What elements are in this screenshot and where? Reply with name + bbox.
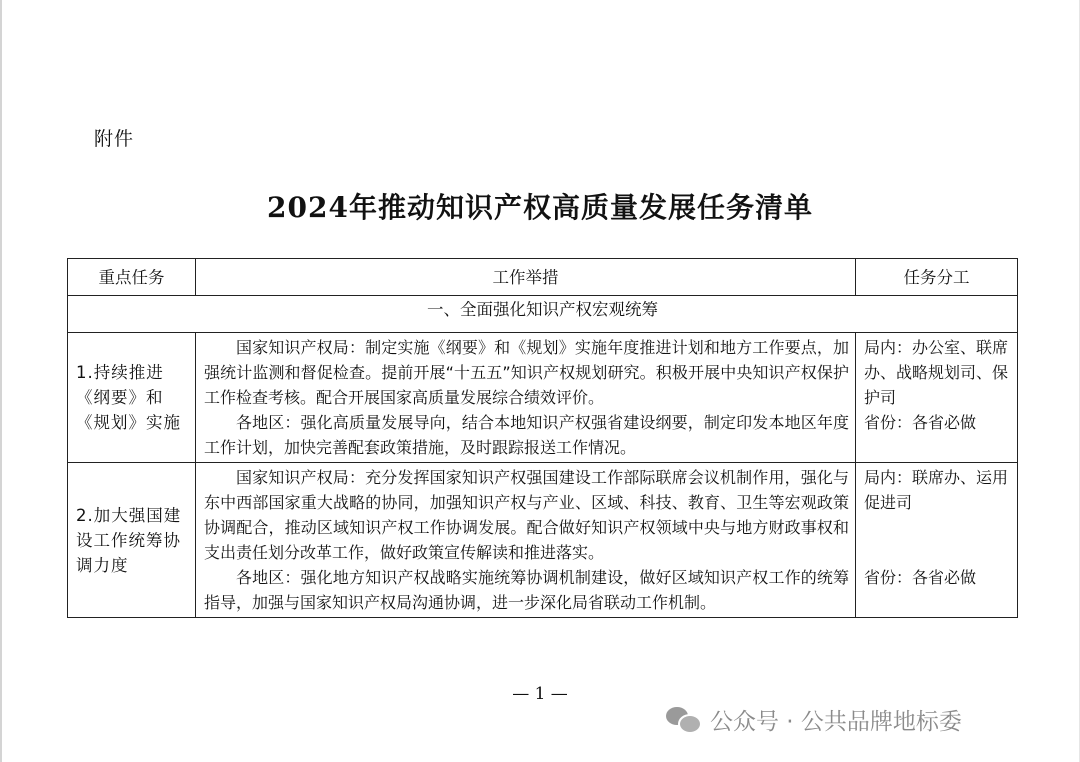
column-header-task: 重点任务 <box>68 259 196 296</box>
division-internal: 局内：联席办、运用促进司 <box>864 468 1009 512</box>
watermark <box>666 702 962 736</box>
division-provinces: 省份：各省必做 <box>864 413 977 432</box>
spacer <box>864 515 1013 565</box>
page-edge <box>0 0 2 762</box>
attachment-label: 附件 <box>94 128 135 150</box>
task-name: 2.加大强国建设工作统筹协调力度 <box>68 463 196 618</box>
measure-paragraph: 国家知识产权局：制定实施《纲要》和《规划》实施年度推进计划和地方工作要点，加强统计监测和督促检查。提前开展“十五五”知识产权规划研究。积极开展中央知识产权保护工作检查考核。配合开展国家高质量发展综合绩效评价。 <box>204 338 849 407</box>
task-name: 1.持续推进《纲要》和《规划》实施 <box>68 333 196 463</box>
section-heading: 一、全面强化知识产权宏观统筹 <box>68 296 1018 333</box>
measure-paragraph: 国家知识产权局：充分发挥国家知识产权强国建设工作部际联席会议机制作用，强化与东中西部国家重大战略的协同，加强知识产权与产业、区域、科技、教育、卫生等宏观政策协调配合，推动区域知识产权工作协调发展。配合做好知识产权领域中央与地方财政事权和支出责任划分改革工作，做好政策宣传解读和推进落实。 <box>204 468 849 562</box>
column-header-measures: 工作举措 <box>196 259 856 296</box>
table-row <box>68 463 1018 618</box>
watermark-text: 公众号 · 公共品牌地标委 <box>710 708 962 735</box>
page-number: — 1 — <box>512 684 568 704</box>
division-internal: 局内：办公室、联席办、战略规划司、保护司 <box>864 338 1009 407</box>
table-header-row <box>68 259 1018 296</box>
measures-cell <box>196 333 856 463</box>
wechat-icon <box>666 705 700 733</box>
division-cell <box>856 463 1018 618</box>
table-row <box>68 333 1018 463</box>
division-cell <box>856 333 1018 463</box>
division-provinces: 省份：各省必做 <box>864 568 977 587</box>
measures-cell <box>196 463 856 618</box>
column-header-division: 任务分工 <box>856 259 1018 296</box>
task-table <box>67 258 1018 618</box>
document-title: 2024年推动知识产权高质量发展任务清单 <box>267 191 813 224</box>
measure-paragraph: 各地区：强化高质量发展导向，结合本地知识产权强省建设纲要，制定印发本地区年度工作计划，加快完善配套政策措施，及时跟踪报送工作情况。 <box>204 413 849 457</box>
section-row <box>68 296 1018 333</box>
measure-paragraph: 各地区：强化地方知识产权战略实施统筹协调机制建设，做好区域知识产权工作的统筹指导，加强与国家知识产权局沟通协调，进一步深化局省联动工作机制。 <box>204 568 849 612</box>
